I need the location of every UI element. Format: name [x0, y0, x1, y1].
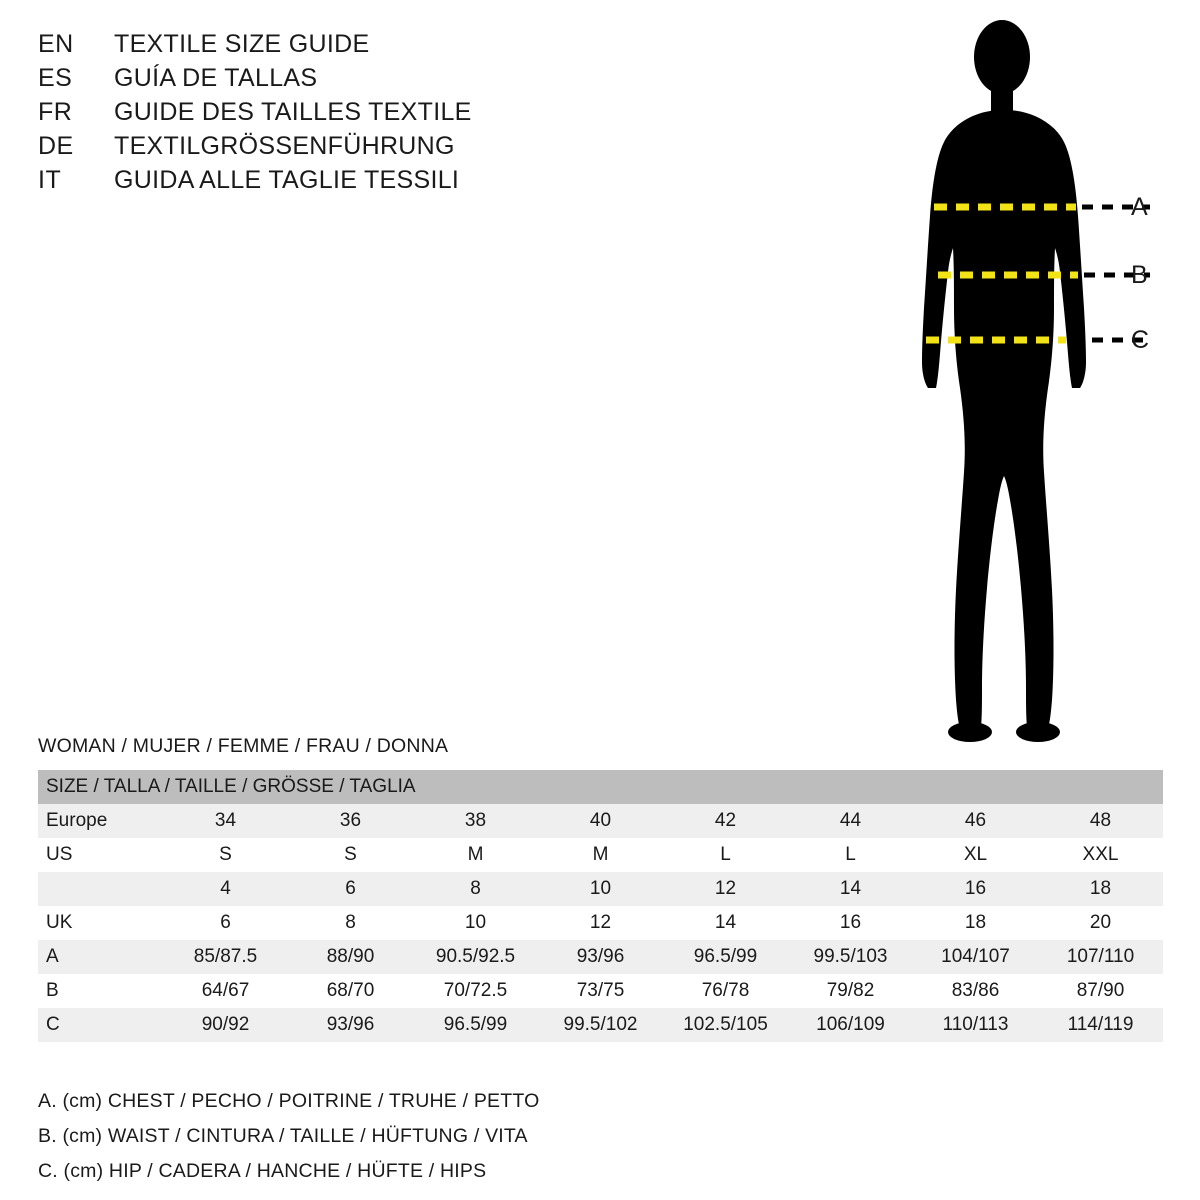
language-row: [38, 166, 558, 195]
table-cell: 18: [1038, 872, 1163, 906]
table-cell: 114/119: [1038, 1008, 1163, 1042]
table-row: [38, 838, 1163, 872]
table-header-label: SIZE / TALLA / TAILLE / GRÖSSE / TAGLIA: [38, 770, 1163, 804]
table-cell: 99.5/102: [538, 1008, 663, 1042]
table-cell: M: [413, 838, 538, 872]
table-cell: 14: [663, 906, 788, 940]
table-cell: 96.5/99: [413, 1008, 538, 1042]
table-cell: 18: [913, 906, 1038, 940]
language-row: [38, 98, 558, 127]
table-cell: M: [538, 838, 663, 872]
table-cell: 20: [1038, 906, 1163, 940]
language-row: [38, 132, 558, 161]
legend-item-waist: B. (cm) WAIST / CINTURA / TAILLE / HÜFTUNG / VITA: [38, 1125, 528, 1147]
table-cell: 68/70: [288, 974, 413, 1008]
table-cell: 106/109: [788, 1008, 913, 1042]
legend-item-hip: C. (cm) HIP / CADERA / HANCHE / HÜFTE / HIPS: [38, 1160, 487, 1182]
table-cell: 87/90: [1038, 974, 1163, 1008]
table-cell: 90.5/92.5: [413, 940, 538, 974]
language-title: TEXTILE SIZE GUIDE: [114, 30, 370, 58]
table-header-row: [38, 770, 1163, 804]
language-title: TEXTILGRÖSSENFÜHRUNG: [114, 132, 455, 160]
table-cell: 12: [538, 906, 663, 940]
table-cell: 40: [538, 804, 663, 838]
table-cell: 14: [788, 872, 913, 906]
row-label: Europe: [38, 804, 163, 838]
table-cell: 8: [413, 872, 538, 906]
marker-label-c: C: [1131, 326, 1150, 354]
language-row: [38, 64, 558, 93]
table-cell: 96.5/99: [663, 940, 788, 974]
table-row: [38, 872, 1163, 906]
table-cell: 16: [913, 872, 1038, 906]
table-cell: 110/113: [913, 1008, 1038, 1042]
row-label: C: [38, 1008, 163, 1042]
legend-item-chest: A. (cm) CHEST / PECHO / POITRINE / TRUHE / PETTO: [38, 1090, 540, 1112]
table-row: [38, 906, 1163, 940]
table-cell: 107/110: [1038, 940, 1163, 974]
language-title: GUIDE DES TAILLES TEXTILE: [114, 98, 472, 126]
row-label: US: [38, 838, 163, 872]
table-cell: S: [163, 838, 288, 872]
language-code: DE: [38, 132, 74, 160]
language-title: GUIDA ALLE TAGLIE TESSILI: [114, 166, 460, 194]
language-code: IT: [38, 166, 62, 194]
table-cell: 73/75: [538, 974, 663, 1008]
language-title-block: [38, 30, 558, 200]
table-cell: 34: [163, 804, 288, 838]
table-cell: 99.5/103: [788, 940, 913, 974]
table-cell: 64/67: [163, 974, 288, 1008]
table-cell: XL: [913, 838, 1038, 872]
measurement-legend: [38, 1090, 838, 1195]
table-cell: 76/78: [663, 974, 788, 1008]
row-label: [38, 872, 163, 906]
table-cell: 88/90: [288, 940, 413, 974]
table-cell: 85/87.5: [163, 940, 288, 974]
table-cell: 10: [538, 872, 663, 906]
table-cell: 6: [163, 906, 288, 940]
language-title: GUÍA DE TALLAS: [114, 64, 318, 92]
table-cell: 38: [413, 804, 538, 838]
table-cell: L: [663, 838, 788, 872]
table-cell: 83/86: [913, 974, 1038, 1008]
table-cell: 16: [788, 906, 913, 940]
table-cell: 12: [663, 872, 788, 906]
table-cell: 4: [163, 872, 288, 906]
marker-label-a: A: [1131, 193, 1148, 221]
table-cell: XXL: [1038, 838, 1163, 872]
table-cell: S: [288, 838, 413, 872]
table-cell: 70/72.5: [413, 974, 538, 1008]
size-table: [38, 770, 1163, 1042]
body-measurement-figure: [850, 10, 1190, 750]
table-cell: 36: [288, 804, 413, 838]
row-label: A: [38, 940, 163, 974]
language-code: ES: [38, 64, 73, 92]
table-caption: WOMAN / MUJER / FEMME / FRAU / DONNA: [38, 735, 449, 757]
table-cell: 46: [913, 804, 1038, 838]
table-row: [38, 940, 1163, 974]
table-cell: 90/92: [163, 1008, 288, 1042]
row-label: UK: [38, 906, 163, 940]
row-label: B: [38, 974, 163, 1008]
female-silhouette-icon: [850, 10, 1190, 750]
table-cell: L: [788, 838, 913, 872]
table-cell: 93/96: [288, 1008, 413, 1042]
table-row: [38, 804, 1163, 838]
table-cell: 10: [413, 906, 538, 940]
table-cell: 44: [788, 804, 913, 838]
table-row: [38, 974, 1163, 1008]
table-row: [38, 1008, 1163, 1042]
table-cell: 48: [1038, 804, 1163, 838]
language-code: EN: [38, 30, 74, 58]
language-code: FR: [38, 98, 73, 126]
table-cell: 102.5/105: [663, 1008, 788, 1042]
table-cell: 79/82: [788, 974, 913, 1008]
table-cell: 6: [288, 872, 413, 906]
table-cell: 104/107: [913, 940, 1038, 974]
table-cell: 42: [663, 804, 788, 838]
table-cell: 8: [288, 906, 413, 940]
size-table-section: [38, 735, 1163, 1042]
table-cell: 93/96: [538, 940, 663, 974]
language-row: [38, 30, 558, 59]
marker-label-b: B: [1131, 261, 1148, 289]
